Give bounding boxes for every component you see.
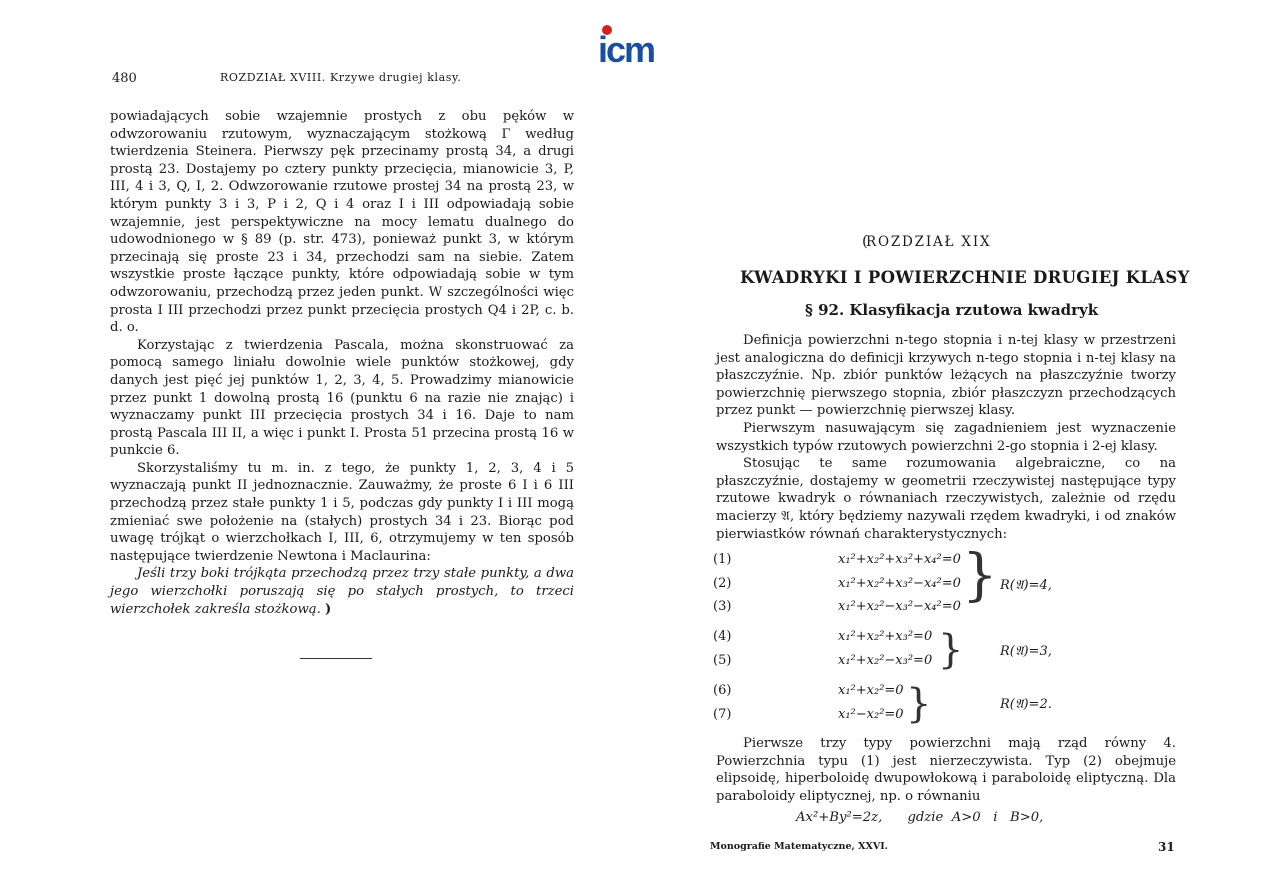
equation-label: (1): [713, 552, 732, 567]
right-paragraph-3: Stosując te same rozumowania algebraiczne, co na płaszczyźnie, dostajemy w geometrii rzeczywistej następujące typy rzutowe kwadryk o równaniach rzeczywistych, zależnie od rzędu macierzy 𝔄, który będziemy nazywali rzędem kwadryki, i od znaków pierwiastków równań charakterystycznych:: [716, 456, 1176, 542]
right-page-body: [716, 332, 1176, 543]
series-footer: Monografie Matematyczne, XXVI.: [710, 841, 888, 852]
equation-expr: x₁²+x₂²−x₃²−x₄²=0: [838, 599, 961, 614]
equation-label: (4): [713, 629, 732, 644]
left-page-body: [110, 108, 574, 618]
equation-label: (6): [713, 683, 732, 698]
theorem-text: Jeśli trzy boki trójkąta przechodzą przez trzy stałe punkty, a dwa jego wierzchołki poruszają się po stałych prostych, to trzeci wierzchołek zakreśla stożkową. ): [110, 566, 574, 617]
chapter-title: ROZDZIAŁ XIX: [866, 234, 992, 250]
page-number-right: 31: [1158, 840, 1175, 854]
running-head: ROZDZIAŁ XVIII. Krzywe drugiej klasy.: [220, 71, 462, 84]
rank-3: R(𝔄)=3,: [1000, 644, 1052, 659]
equation-expr: x₁²+x₂²−x₃²=0: [838, 653, 933, 668]
chapter-mark: (: [862, 232, 868, 250]
equation-expr: x₁²+x₂²+x₃²=0: [838, 629, 933, 644]
left-paragraph-1: powiadających sobie wzajemnie prostych z obu pęków w odwzorowaniu rzutowym, wyznaczającym stożkową Γ według twierdzenia Steinera. Pierwszy pęk przecinamy prostą 34, a drugi prostą 23. Dostajemy po cztery punkty przecięcia, mianowicie 3, P, III, 4 i 3, Q, I, 2. Odwzorowanie rzutowe prostej 34 na prostą 23, w którym punkty 3 i 3, P i 2, Q i 4 oraz I i III odpowiadają sobie wzajemnie, jest perspektywiczne na mocy lematu dualnego do udowodnionego w § 89 (p. str. 473), ponieważ punkt 3, w którym przecinają się proste 23 i 34, przechodzi sam na siebie. Zatem wszystkie proste łączące punkty, które odpowiadają sobie w tym odwzorowaniu, przechodzą przez jeden punkt. W szczególności więc prosta I III przechodzi przez punkt przecięcia prostych Q4 i 2P, c. b. d. o.: [110, 109, 574, 336]
brace-rank-2: }: [906, 681, 932, 727]
left-paragraph-2: Korzystając z twierdzenia Pascala, można skonstruować za pomocą samego liniału dowolnie wiele punktów stożkowej, gdy danych jest pięć jej punktów 1, 2, 3, 4, 5. Prowadzimy mianowicie przez punkt 1 dowolną prostą 16 (punktu 6 na razie nie znając) i wyznaczamy punkt III przecięcia prostych 34 i 16. Daje to nam prostą Pascala III II, a więc i punkt I. Prosta 51 przecina prostą 16 w punkcie 6.: [110, 337, 574, 459]
page-number-left: 480: [112, 71, 137, 86]
equation-expr: x₁²−x₂²=0: [838, 707, 904, 722]
equation-expr: x₁²+x₂²+x₃²+x₄²=0: [838, 552, 961, 567]
right-page-body-lower: [716, 735, 1176, 805]
icm-logo: [598, 22, 678, 66]
equation-label: (2): [713, 576, 732, 591]
chapter-heading: KWADRYKI I POWIERZCHNIE DRUGIEJ KLASY: [740, 268, 1190, 287]
formula: Ax²+By²=2z, gdzie A>0 i B>0,: [796, 810, 1044, 825]
brace-rank-3: }: [938, 627, 964, 673]
end-rule: [300, 658, 372, 659]
rank-2: R(𝔄)=2.: [1000, 697, 1052, 712]
equation-label: (7): [713, 707, 732, 722]
equation-expr: x₁²+x₂²=0: [838, 683, 904, 698]
theorem-mark: ): [325, 601, 332, 617]
left-paragraph-3: Skorzystaliśmy tu m. in. z tego, że punkty 1, 2, 3, 4 i 5 wyznaczają punkt II jednoznacznie. Zauważmy, że proste 6 I i 6 III przechodzą przez stałe punkty 1 i 5, podczas gdy punkty I i III mogą zmieniać swe położenie na (stałych) prostych 34 i 23. Biorąc pod uwagę trójkąt o wierzchołkach I, III, 6, otrzymujemy w ten sposób następujące twierdzenie Newtona i Maclaurina:: [110, 460, 574, 564]
equation-expr: x₁²+x₂²+x₃²−x₄²=0: [838, 576, 961, 591]
right-paragraph-2: Pierwszym nasuwającym się zagadnieniem jest wyznaczenie wszystkich typów rzutowych powierzchni 2-go stopnia i 2-ej klasy.: [716, 420, 1176, 454]
rank-4: R(𝔄)=4,: [1000, 578, 1052, 593]
right-paragraph-4: Pierwsze trzy typy powierzchni mają rząd równy 4. Powierzchnia typu (1) jest nierzeczywista. Typ (2) obejmuje elipsoidę, hiperboloidę dwupowłokową i paraboloidę eliptyczną. Dla paraboloidy eliptycznej, np. o równaniu: [716, 736, 1176, 804]
equation-label: (5): [713, 653, 732, 668]
logo-text: icm: [598, 29, 655, 66]
brace-rank-4: }: [962, 543, 998, 608]
equation-label: (3): [713, 599, 732, 614]
right-paragraph-1: Definicja powierzchni n-tego stopnia i n-tej klasy w przestrzeni jest analogiczna do definicji krzywych n-tego stopnia i n-tej klasy na płaszczyźnie. Np. zbiór punktów leżących na płaszczyźnie tworzy powierzchnię pierwszego stopnia, zbiór płaszczyzn przechodzących przez punkt — powierzchnię pierwszej klasy.: [716, 333, 1176, 419]
section-title: § 92. Klasyfikacja rzutowa kwadryk: [805, 301, 1099, 319]
